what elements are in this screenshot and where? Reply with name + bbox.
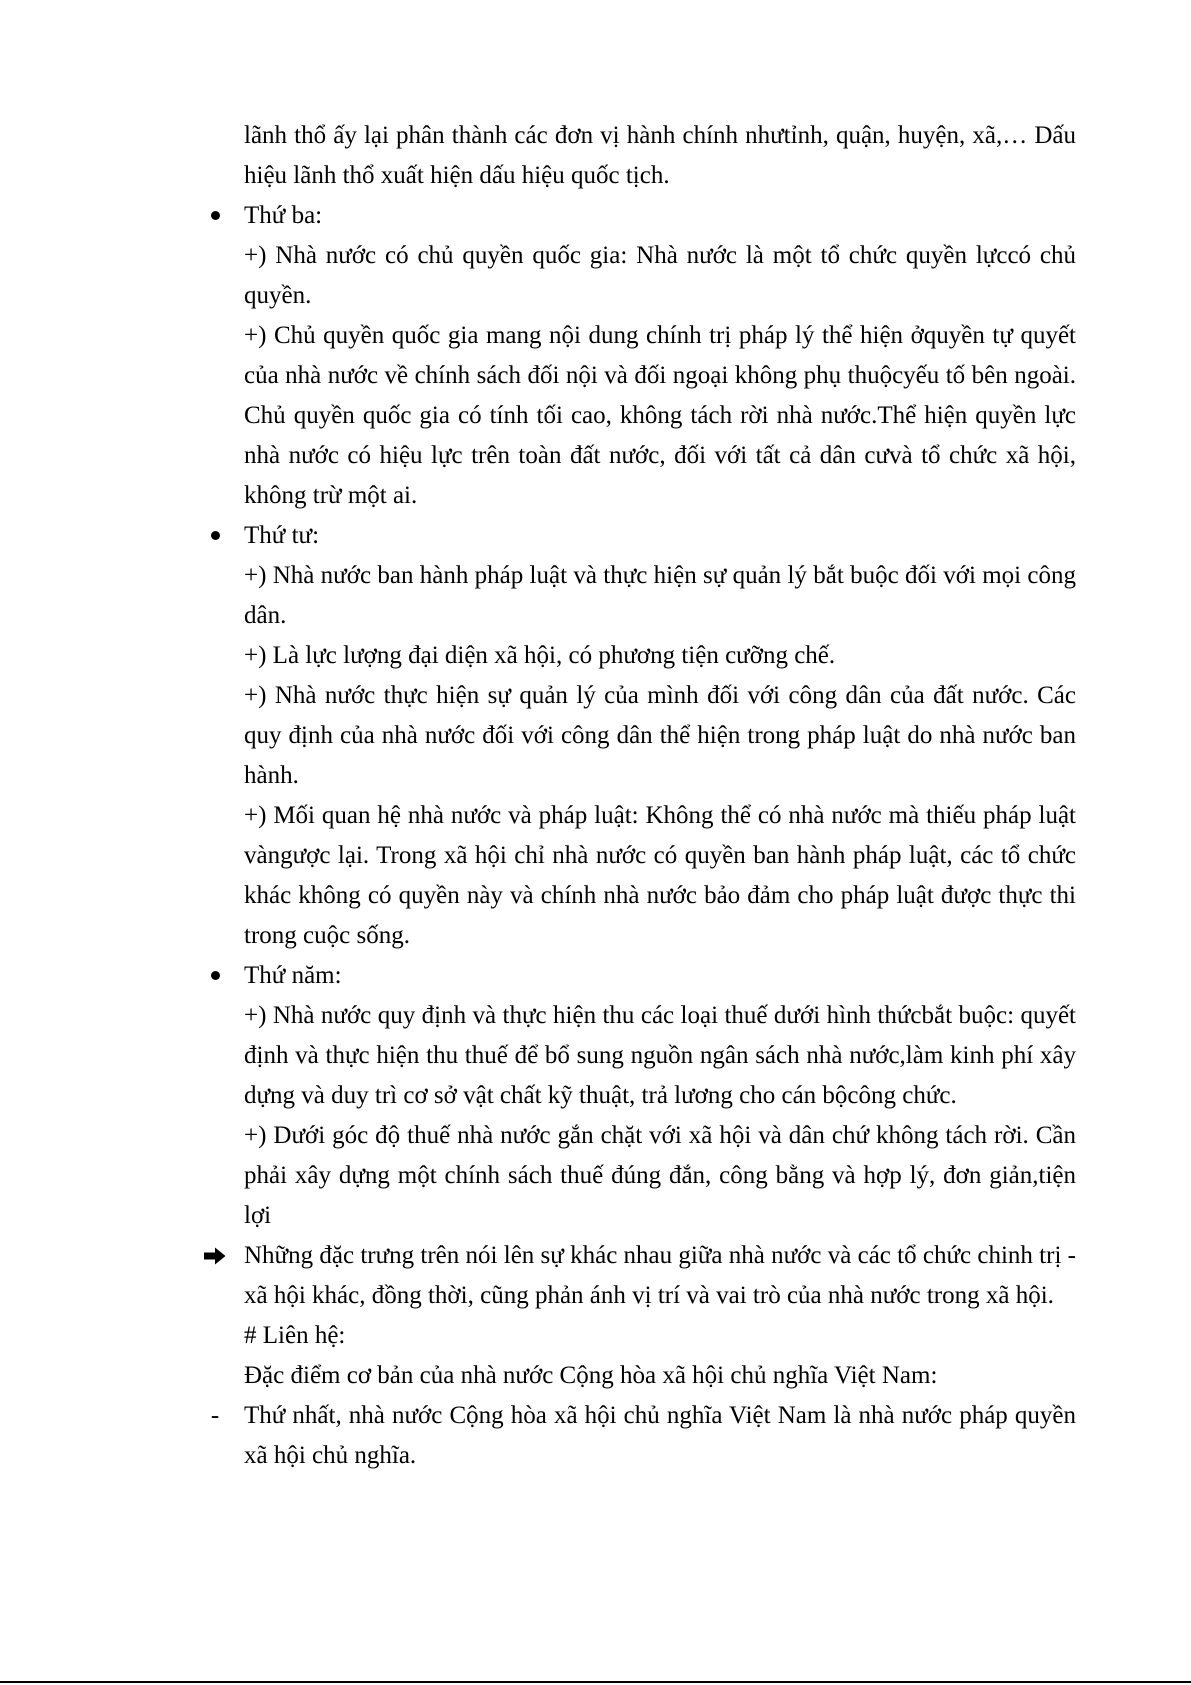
contact-heading: # Liên hệ:	[244, 1322, 346, 1349]
section-paragraph: +) Nhà nước ban hành pháp luật và thực hiện sự quản lý bắt buộc đối với mọi công dân.	[244, 562, 1076, 629]
section-paragraph: +) Nhà nước thực hiện sự quản lý của mình đối với công dân của đất nước. Các quy định của nhà nước đối với công dân thể hiện trong pháp luật do nhà nước ban hành.	[244, 682, 1076, 789]
contact-intro: Đặc điểm cơ bản của nhà nước Cộng hòa xã hội chủ nghĩa Việt Nam:	[244, 1362, 938, 1389]
bullet-section-thu-ba	[244, 196, 1076, 236]
bullet-icon	[200, 956, 230, 996]
arrow-right-icon	[200, 1236, 230, 1276]
bullet-icon	[200, 516, 230, 556]
dash-marker: -	[210, 1402, 220, 1429]
section-paragraph: +) Là lực lượng đại diện xã hội, có phương tiện cưỡng chế.	[244, 642, 836, 669]
dash-item-text: Thứ nhất, nhà nước Cộng hòa xã hội chủ nghĩa Việt Nam là nhà nước pháp quyền xã hội chủ nghĩa.	[244, 1402, 1076, 1469]
document-body	[210, 116, 1076, 1476]
section-paragraph: +) Nhà nước quy định và thực hiện thu các loại thuế dưới hình thứcbắt buộc: quyết định và thực hiện thu thuế để bổ sung nguồn ngân sách nhà nước,làm kinh phí xây dựng và duy trì cơ sở vật chất kỹ thuật, trả lương cho cán bộcông chức.	[244, 1002, 1076, 1109]
section-heading: Thứ tư:	[244, 522, 320, 549]
bullet-section-thu-nam	[244, 956, 1076, 996]
conclusion-text: Những đặc trưng trên nói lên sự khác nhau giữa nhà nước và các tổ chức chinh trị -xã hội khác, đồng thời, cũng phản ánh vị trí và vai trò của nhà nước trong xã hội.	[244, 1242, 1076, 1309]
section-heading: Thứ ba:	[244, 202, 323, 229]
section-heading: Thứ năm:	[244, 962, 342, 989]
bullet-section-thu-tu	[244, 516, 1076, 556]
section-paragraph: +) Nhà nước có chủ quyền quốc gia: Nhà nước là một tổ chức quyền lựccó chủ quyền.	[244, 242, 1076, 309]
conclusion-item	[244, 1236, 1076, 1316]
dash-list-item	[210, 1396, 1076, 1476]
section-paragraph: +) Mối quan hệ nhà nước và pháp luật: Không thể có nhà nước mà thiếu pháp luật vàngược lại. Trong xã hội chỉ nhà nước có quyền ban hành pháp luật, các tổ chức khác không có quyền này và chính nhà nước bảo đảm cho pháp luật được thực thi trong cuộc sống.	[244, 802, 1076, 949]
section-paragraph: +) Chủ quyền quốc gia mang nội dung chính trị pháp lý thể hiện ởquyền tự quyết của nhà nước về chính sách đối nội và đối ngoại không phụ thuộcyếu tố bên ngoài. Chủ quyền quốc gia có tính tối cao, không tách rời nhà nước.Thể hiện quyền lực nhà nước có hiệu lực trên toàn đất nước, đối với tất cả dân cưvà tổ chức xã hội, không trừ một ai.	[244, 322, 1076, 509]
lead-paragraph: lãnh thổ ấy lại phân thành các đơn vị hành chính nhưtỉnh, quận, huyện, xã,… Dấu hiệu lãnh thổ xuất hiện dấu hiệu quốc tịch.	[244, 122, 1076, 189]
page-bottom-divider	[0, 1681, 1191, 1683]
section-paragraph: +) Dưới góc độ thuế nhà nước gắn chặt với xã hội và dân chứ không tách rời. Cần phải xây dựng một chính sách thuế đúng đắn, công bằng và hợp lý, đơn giản,tiện lợi	[244, 1122, 1076, 1229]
bullet-icon	[200, 196, 230, 236]
